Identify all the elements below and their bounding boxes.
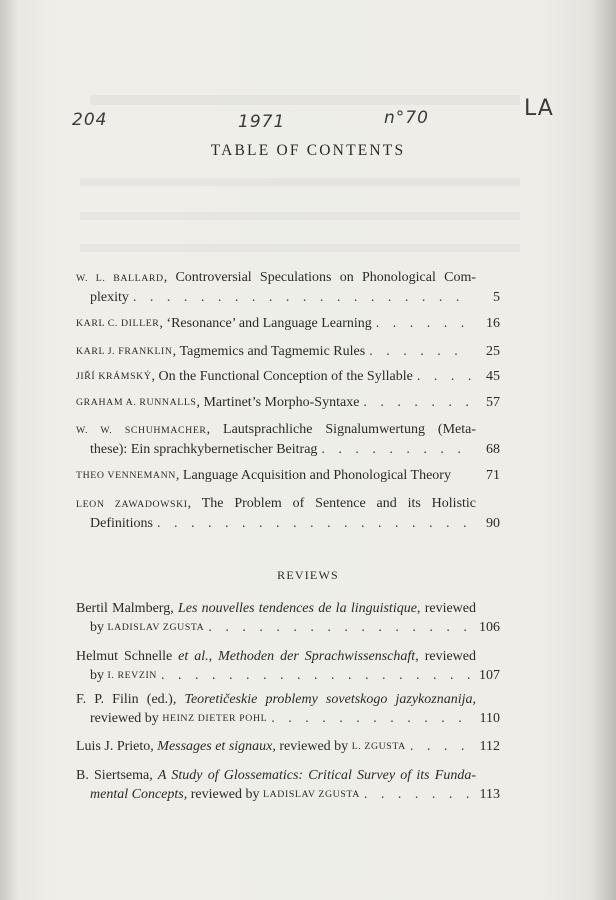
- review-author: Bertil Malmberg,: [76, 601, 174, 616]
- review-page: 112: [479, 739, 500, 754]
- entry-title: Controversial Speculations on Phonological Com-: [175, 270, 477, 285]
- entry-title: On the Functional Conception of the Syllable: [158, 369, 413, 384]
- review-author: F. P. Filin (ed.),: [76, 692, 177, 707]
- entry-author: KARL C. DILLER: [76, 318, 160, 329]
- entry-title: Tagmemics and Tagmemic Rules: [179, 344, 366, 359]
- review-reviewed-label: reviewed: [424, 601, 476, 616]
- handwritten-number-left: 204: [72, 110, 108, 130]
- entry-title: Lautsprachliche Signalumwertung (Meta-: [223, 422, 476, 437]
- review-reviewed-label: reviewed by: [190, 787, 260, 802]
- review-page: 113: [479, 787, 500, 802]
- toc-entry: KARL C. DILLER , ‘Resonance’ and Language Learning . . . 16: [76, 314, 500, 333]
- review-entry: [76, 737, 500, 756]
- bleed-through: [80, 178, 520, 186]
- page-title: TABLE OF CONTENTS: [210, 142, 406, 159]
- entry-title: ‘Resonance’ and Language Learning: [166, 316, 372, 331]
- review-page: 107: [479, 668, 500, 683]
- review-work: Methoden der Sprachwissenschaft,: [218, 649, 419, 664]
- review-page: 110: [479, 711, 500, 726]
- entry-title: Martinet’s Morpho-Syntaxe: [203, 395, 360, 410]
- toc-entry: JIŘÍ KRÁMSKÝ , On the Functional Conception of the Syllable . . . 45: [76, 367, 500, 386]
- review-entry: [76, 599, 500, 637]
- toc-entry: KARL J. FRANKLIN , Tagmemics and Tagmemic Rules . . . 25: [76, 342, 500, 361]
- review-author: Luis J. Prieto,: [76, 739, 154, 754]
- toc-entry: W. L. BALLARD, Controversial Speculations on Phonological Com- plexity . . . 5: [76, 268, 500, 307]
- review-reviewer: I. REVZIN: [107, 670, 157, 681]
- review-reviewed-label: reviewed by: [279, 739, 349, 754]
- entry-page: 68: [486, 442, 500, 457]
- review-work-cont: mental Concepts,: [90, 787, 188, 802]
- entry-author: W. L. BALLARD: [76, 273, 164, 284]
- entry-author: GRAHAM A. RUNNALLS: [76, 397, 197, 408]
- toc-entry: THEO VENNEMANN , Language Acquisition and Phonological Theory 71: [76, 468, 500, 483]
- entry-author: KARL J. FRANKLIN: [76, 346, 173, 357]
- review-reviewer: LADISLAV ZGUSTA: [107, 622, 205, 633]
- review-entry: [76, 690, 500, 728]
- toc-entry: LEON ZAWADOWSKI, The Problem of Sentence and its Holistic Definitions . . . 90: [76, 494, 500, 533]
- review-author: Helmut Schnelle: [76, 649, 173, 664]
- entry-page: 57: [486, 395, 500, 410]
- review-reviewed-label: reviewed by: [90, 711, 159, 726]
- entry-title-cont: Definitions: [90, 516, 153, 531]
- toc-entry: W. W. SCHUHMACHER, Lautsprachliche Signalumwertung (Meta- these): Ein sprachkybernetischer Beitrag . . . 68: [76, 420, 500, 459]
- review-reviewed-label: reviewed: [424, 649, 476, 664]
- review-reviewer: L. ZGUSTA: [351, 741, 406, 752]
- entry-author: W. W. SCHUHMACHER: [76, 425, 207, 436]
- entry-title-cont: plexity: [90, 290, 129, 305]
- review-entry: [76, 766, 500, 804]
- review-by-label: by: [90, 668, 104, 683]
- review-et-al: et al.,: [178, 649, 213, 664]
- review-work: Les nouvelles tendences de la linguistique,: [177, 601, 421, 616]
- bleed-through: [80, 212, 520, 220]
- entry-author: JIŘÍ KRÁMSKÝ: [76, 371, 152, 382]
- entry-title: Language Acquisition and Phonological Theory: [182, 468, 451, 483]
- review-page: 106: [479, 620, 500, 635]
- review-work: Messages et signaux,: [157, 739, 276, 754]
- entry-title: The Problem of Sentence and its Holistic: [201, 496, 477, 511]
- review-reviewer: HEINZ DIETER POHL: [162, 713, 268, 724]
- entry-author: THEO VENNEMANN: [76, 470, 176, 481]
- entry-page: 45: [486, 369, 500, 384]
- entry-page: 71: [486, 468, 500, 483]
- review-entry: [76, 647, 500, 685]
- toc-entry: GRAHAM A. RUNNALLS , Martinet’s Morpho-Syntaxe . . . 57: [76, 393, 500, 412]
- reviews-heading: REVIEWS: [277, 568, 339, 582]
- entry-page: 5: [493, 290, 500, 305]
- review-work: A Study of Glossematics: Critical Survey of its Funda-: [157, 768, 476, 783]
- entry-author: LEON ZAWADOWSKI: [76, 499, 188, 510]
- handwritten-corner-mark: LA: [524, 96, 554, 121]
- review-reviewer: LADISLAV ZGUSTA: [263, 789, 360, 800]
- bleed-through: [90, 95, 520, 105]
- review-work: Teoretičeskie problemy sovetskogo jazykoznanija,: [184, 692, 476, 707]
- entry-page: 16: [486, 316, 500, 331]
- handwritten-issue-number: n°70: [384, 108, 429, 128]
- review-author: B. Siertsema,: [76, 768, 153, 783]
- entry-page: 90: [486, 516, 500, 531]
- bleed-through: [80, 244, 520, 252]
- entry-page: 25: [486, 344, 500, 359]
- handwritten-year: 1971: [238, 112, 286, 132]
- review-by-label: by: [90, 620, 104, 635]
- entry-title-cont: these): Ein sprachkybernetischer Beitrag: [90, 442, 318, 457]
